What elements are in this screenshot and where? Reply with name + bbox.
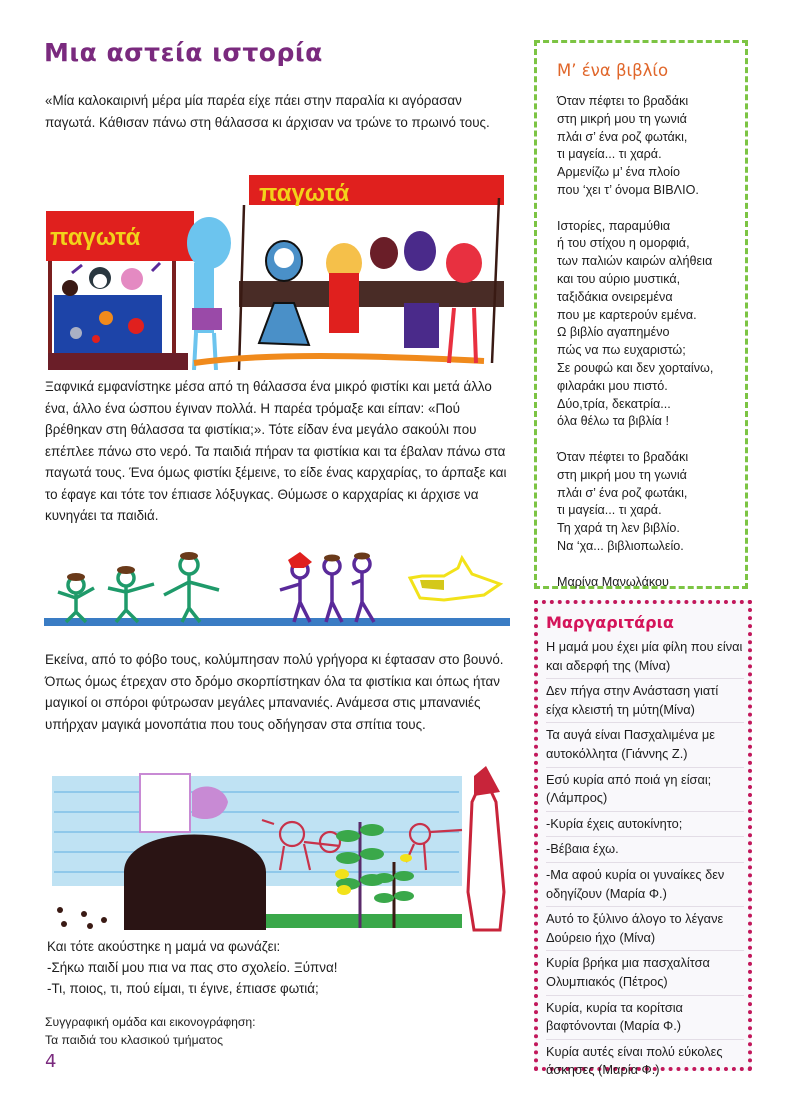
credits-line-1: Συγγραφική ομάδα και εικονογράφηση: — [45, 1015, 256, 1029]
poem-line: Όταν πέφτει το βραδάκι — [557, 94, 689, 108]
quote-item: Η μαμά μου έχει μία φίλη που είναι και αδερφή της (Μίνα) — [546, 637, 744, 679]
quote-item: Αυτό το ξύλινο άλογο το λέγανε Δούρειο ήχο (Μίνα) — [546, 909, 744, 951]
sign-text-left: παγωτά — [50, 224, 141, 251]
poem-box — [534, 40, 748, 589]
mountain-and-banana-trees-drawing — [44, 762, 510, 932]
sign-text-right: παγωτά — [259, 180, 350, 207]
poem-line: Ω βιβλίο αγαπημένο — [557, 325, 670, 340]
poem-line: τι μαγεία... τι χαρά. — [557, 503, 662, 518]
poem-line: πλάι σ’ ένα ροζ φωτάκι, — [557, 129, 688, 144]
poem-stanza — [557, 93, 735, 200]
poem-line: Τη χαρά τη λεν βιβλίο. — [557, 521, 680, 536]
poem-line: των παλιών καιρών αλήθεια — [557, 254, 713, 269]
children-and-shark-drawing — [44, 540, 510, 626]
ending-line-3: -Τι, ποιος, τι, πού είμαι, τι έγινε, έπιασε φωτιά; — [47, 981, 319, 996]
poem-line: τι μαγεία... τι χαρά. — [557, 147, 662, 162]
poem-line: που ‘χει τ’ όνομα ΒΙΒΛΙΟ. — [557, 182, 699, 197]
poem-stanza — [557, 449, 735, 556]
poem-stanza — [557, 218, 735, 432]
page-number: 4 — [45, 1051, 57, 1072]
poem-line: που με καρτερούν εμένα. — [557, 307, 697, 322]
quotes-title: Μαργαριτάρια — [546, 613, 674, 632]
quote-item: Κυρία, κυρία τα κορίτσια βαφτόνονται (Μαρία Φ.) — [546, 998, 744, 1040]
poem-line: και του αύριο μυστικά, — [557, 271, 681, 286]
poem-line: Όταν πέφτει το βραδάκι — [557, 449, 689, 464]
quote-item: -Βέβαια έχω. — [546, 839, 744, 863]
poem-line: φιλαράκι μου πιστό. — [557, 378, 668, 393]
story-paragraph-2: Ξαφνικά εμφανίστηκε μέσα από τη θάλασσα ένα μικρό φιστίκι και μετά άλλο ένα, άλλο ένα ώσπου έγιναν πολλά. Η παρέα τρόμαξε και είπαν: «Πού βρέθηκαν στη θάλασσα τα φιστίκια;». Τότε είδαν ένα μεγάλο σακούλι που επέπλεε πάνω στο νερό. Τα παιδιά πήραν τα φιστίκια και τα έβαλαν πάνω στα παγωτά τους. Ένα όμως φιστίκι ξέμεινε, το είδε ένας καρχαρίας, το άρπαξε και το έφαγε και τότε τον έπιασε λόξυγκας. Θύμωσε ο καρχαρίας κι άρχισε να κυνηγάει τα παιδιά. — [45, 379, 507, 523]
poem-line: ή του στίχου η ομορφιά, — [557, 236, 690, 251]
quote-item: Κυρία βρήκα μια πασχαλίτσα Ολυμπιακός (Πέτρος) — [546, 953, 744, 995]
poem-line: ταξιδάκια ονειρεμένα — [557, 289, 673, 304]
ice-cream-stands-drawing — [44, 163, 510, 370]
poem-line: όλα θέλω τα βιβλία ! — [557, 414, 669, 429]
quote-item: -Μα αφού κυρία οι γυναίκες δεν οδηγίζουν (Μαρία Φ.) — [546, 865, 744, 907]
story-paragraph-3: Εκείνα, από το φόβο τους, κολύμπησαν πολύ γρήγορα κι έφτασαν στο βουνό. Όπως όμως έτρεχαν στο δρόμο σκορπίστηκαν όλα τα φιστίκια και όπως ήταν μαγικοί οι σπόροι φύτρωσαν μεγάλες μπανανιές. Ανάμεσα στις μπανανιές υπήρχαν μαγικά μονοπάτια που τους οδήγησαν στα σπίτια τους. — [45, 652, 504, 732]
quote-item: Τα αυγά είναι Πασχαλιμένα με αυτοκόλλητα (Γιάννης Ζ.) — [546, 725, 744, 767]
poem-title: Μ’ ένα βιβλίο — [557, 61, 669, 80]
poem-line: Ιστορίες, παραμύθια — [557, 218, 671, 233]
poem-line: στη μικρή μου τη γωνιά — [557, 467, 687, 482]
story-title: Μια αστεία ιστορία — [44, 38, 323, 67]
poem-line: πλάι σ’ ένα ροζ φωτάκι, — [557, 485, 688, 500]
poem-line: Αρμενίζω μ’ ένα πλοίο — [557, 165, 680, 180]
quote-item: -Κυρία έχεις αυτοκίνητο; — [546, 814, 744, 838]
quotes-box — [534, 600, 752, 1078]
poem-line: Να ‘χα... βιβλιοπωλείο. — [557, 538, 684, 553]
ending-line-2: -Σήκω παιδί μου πια να πας στο σχολείο. Ξύπνα! — [47, 960, 338, 975]
story-paragraph-1: «Μία καλοκαιρινή μέρα μία παρέα είχε πάει στην παραλία κι αγόρασαν παγωτά. Κάθισαν πάνω στη θάλασσα κι άρχισαν να τρώνε το πρωινό τους. — [45, 93, 490, 130]
ending-line-1: Και τότε ακούστηκε η μαμά να φωνάζει: — [47, 939, 281, 954]
credits-line-2: Τα παιδιά του κλασικού τμήματος — [45, 1032, 223, 1047]
quote-item: Δεν πήγα στην Ανάσταση γιατί είχα κλειστή τη μύτη(Μίνα) — [546, 681, 744, 723]
story-ending — [45, 936, 515, 999]
poem-line: Δύο,τρία, δεκατρία... — [557, 396, 671, 411]
story-credits — [45, 1014, 256, 1049]
quote-item: Κυρία αυτές είναι πολύ εύκολες άσκησες (Μαρία Φ.) — [546, 1043, 723, 1078]
quote-item: Εσύ κυρία από ποιά γη είσαι; (Λάμπρος) — [546, 770, 744, 812]
poem-line: στη μικρή μου τη γωνιά — [557, 111, 687, 126]
poem-line: Σε ρουφώ και δεν χορταίνω, — [557, 360, 714, 375]
poem-author: Μαρίνα Μανωλάκου — [557, 574, 669, 589]
poem-line: πώς να πω ευχαριστώ; — [557, 343, 686, 358]
